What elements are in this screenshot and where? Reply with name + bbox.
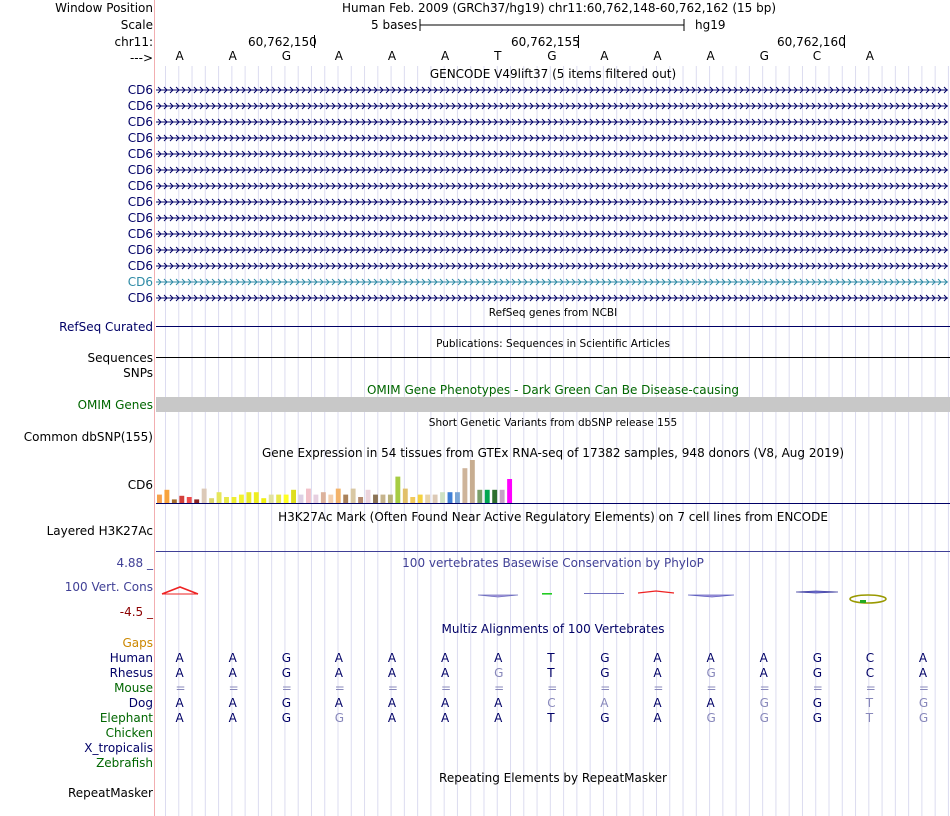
- gtex-tissue-bar[interactable]: [448, 492, 453, 503]
- phylop-label[interactable]: 100 Vert. Cons: [64, 580, 153, 594]
- gtex-tissue-bar[interactable]: [254, 492, 259, 503]
- alignment-base: =: [918, 681, 929, 695]
- species-label[interactable]: Elephant: [99, 711, 153, 725]
- alignment-base: =: [334, 681, 345, 695]
- alignment-base: A: [918, 666, 928, 680]
- gencode-item-label[interactable]: CD6: [127, 227, 153, 241]
- alignment-base: A: [334, 651, 344, 665]
- alignment-base: A: [334, 696, 344, 710]
- alignment-base: A: [600, 696, 609, 710]
- omim-gene-bar[interactable]: [156, 397, 950, 412]
- alignment-base: G: [812, 696, 822, 710]
- phylop-max-label: 4.88 _: [116, 556, 153, 570]
- gtex-tissue-bar[interactable]: [224, 497, 229, 503]
- scale-bar: [418, 17, 688, 33]
- sequence-base: G: [281, 49, 291, 63]
- alignment-base: T: [865, 711, 874, 725]
- alignment-base: A: [228, 666, 237, 680]
- phylop-min-label: -4.5 _: [119, 605, 153, 619]
- gencode-item-label[interactable]: CD6: [127, 179, 153, 193]
- gtex-tissue-bar[interactable]: [403, 489, 408, 503]
- repeatmasker-label[interactable]: RepeatMasker: [67, 786, 153, 800]
- alignment-base: G: [600, 711, 610, 725]
- alignment-base: A: [175, 651, 184, 665]
- gtex-tissue-bar[interactable]: [410, 497, 415, 503]
- alignment-base: =: [865, 681, 876, 695]
- alignment-base: A: [494, 711, 503, 725]
- gencode-item-label[interactable]: CD6: [127, 131, 153, 145]
- alignment-base: =: [281, 681, 292, 695]
- scale-assembly-text: hg19: [695, 18, 726, 32]
- gencode-transcript[interactable]: [156, 197, 950, 207]
- alignment-base: A: [387, 711, 397, 725]
- gtex-tissue-bar[interactable]: [336, 489, 341, 503]
- phylop-graph[interactable]: [156, 584, 950, 606]
- gencode-track-title[interactable]: GENCODE V49lift37 (5 items filtered out): [429, 67, 677, 81]
- species-label[interactable]: Human: [109, 651, 153, 665]
- gtex-tissue-bar[interactable]: [321, 492, 326, 503]
- scale-label: Scale: [120, 18, 153, 32]
- alignment-base: A: [387, 696, 397, 710]
- gtex-tissue-bar[interactable]: [246, 492, 251, 503]
- alignment-base: G: [281, 696, 291, 710]
- alignment-base: =: [547, 681, 558, 695]
- gtex-label[interactable]: CD6: [127, 478, 153, 492]
- scale-bases-text: 5 bases: [371, 18, 418, 32]
- alignment-base: =: [812, 681, 823, 695]
- alignment-base: G: [281, 651, 291, 665]
- gtex-tissue-bar[interactable]: [217, 492, 222, 503]
- refseq-track-title[interactable]: RefSeq genes from NCBI: [488, 307, 618, 319]
- sequence-base: A: [228, 49, 237, 63]
- gtex-tissue-bar[interactable]: [351, 489, 356, 503]
- gtex-tissue-bar[interactable]: [209, 498, 214, 503]
- gtex-tissue-bar[interactable]: [366, 490, 371, 503]
- alignment-base: A: [759, 666, 768, 680]
- species-label[interactable]: Chicken: [105, 726, 153, 740]
- gtex-tissue-bar[interactable]: [388, 495, 393, 503]
- species-label[interactable]: Mouse: [114, 681, 153, 695]
- alignment-base: =: [706, 681, 717, 695]
- alignment-base: A: [918, 651, 928, 665]
- alignment-base: G: [812, 651, 822, 665]
- sequence-base: A: [175, 49, 184, 63]
- alignment-base: =: [441, 681, 452, 695]
- gtex-tissue-bar[interactable]: [313, 495, 318, 503]
- sequences-line[interactable]: [156, 357, 950, 358]
- alignment-base: A: [653, 666, 662, 680]
- alignment-base: =: [653, 681, 664, 695]
- alignment-base: A: [175, 711, 184, 725]
- window-position-text[interactable]: Human Feb. 2009 (GRCh37/hg19) chr11:60,762,148-60,762,162 (15 bp): [342, 1, 777, 15]
- alignment-base: =: [494, 681, 505, 695]
- gencode-item-label[interactable]: CD6: [127, 163, 153, 177]
- alignment-base: A: [653, 651, 662, 665]
- gencode-item-label[interactable]: CD6: [127, 243, 153, 257]
- gtex-tissue-bar[interactable]: [507, 479, 512, 503]
- alignment-base: A: [706, 651, 715, 665]
- gtex-tissue-bar[interactable]: [284, 495, 289, 503]
- omim-label[interactable]: OMIM Genes: [77, 398, 153, 412]
- gtex-tissue-bar[interactable]: [164, 490, 169, 503]
- sequence-base: T: [494, 49, 502, 63]
- species-label[interactable]: Rhesus: [109, 666, 153, 680]
- gencode-item-label[interactable]: CD6: [127, 147, 153, 161]
- alignment-base: A: [441, 711, 450, 725]
- gtex-tissue-bar[interactable]: [455, 492, 460, 503]
- sequence-base: A: [865, 49, 875, 63]
- gtex-tissue-bar[interactable]: [440, 492, 445, 503]
- coord-tick-label: 60,762,150: [248, 35, 317, 49]
- label-divider: [154, 0, 155, 816]
- gtex-tissue-bar[interactable]: [187, 497, 192, 503]
- multiz-track-title[interactable]: Multiz Alignments of 100 Vertebrates: [441, 622, 665, 636]
- gtex-track-title[interactable]: Gene Expression in 54 tissues from GTEx RNA-seq of 17382 samples, 948 donors (V8, Aug 2019): [261, 446, 845, 460]
- alignment-base: G: [918, 696, 929, 710]
- gencode-item-label[interactable]: CD6: [127, 259, 153, 273]
- alignment-base: G: [281, 666, 291, 680]
- alignment-base: A: [653, 711, 662, 725]
- gencode-transcript[interactable]: [156, 181, 950, 191]
- alignment-base: G: [334, 711, 345, 725]
- gencode-transcript[interactable]: [156, 261, 950, 271]
- alignment-base: G: [494, 666, 504, 680]
- alignment-base: G: [706, 666, 716, 680]
- gencode-transcript[interactable]: [156, 293, 950, 303]
- gencode-transcript[interactable]: [156, 213, 950, 223]
- gtex-tissue-bar[interactable]: [373, 495, 378, 503]
- alignment-base: G: [812, 711, 822, 725]
- gtex-tissue-bar[interactable]: [485, 490, 490, 503]
- window-position-label: Window Position: [55, 1, 153, 15]
- h3k27ac-baseline: [156, 551, 950, 552]
- alignment-base: G: [600, 666, 610, 680]
- alignment-base: A: [228, 696, 237, 710]
- alignment-base: C: [865, 651, 875, 665]
- gtex-tissue-bar[interactable]: [328, 495, 333, 503]
- alignment-base: A: [441, 696, 450, 710]
- alignment-base: A: [494, 651, 503, 665]
- alignment-base: A: [441, 666, 450, 680]
- alignment-base: T: [865, 696, 874, 710]
- sequence-base: A: [653, 49, 662, 63]
- gtex-tissue-bar[interactable]: [299, 495, 304, 503]
- refseq-gene-line[interactable]: [156, 326, 950, 327]
- alignment-base: G: [759, 711, 769, 725]
- alignment-base: A: [494, 696, 503, 710]
- alignment-base: A: [759, 651, 768, 665]
- gtex-tissue-bar[interactable]: [239, 495, 244, 503]
- alignment-base: G: [706, 711, 716, 725]
- phylop-track-title[interactable]: 100 vertebrates Basewise Conservation by PhyloP: [402, 556, 704, 570]
- gtex-tissue-bar[interactable]: [202, 489, 207, 503]
- gencode-transcript[interactable]: [156, 85, 950, 95]
- gtex-tissue-bar[interactable]: [261, 498, 266, 503]
- sequence-base: A: [706, 49, 715, 63]
- gencode-transcript[interactable]: [156, 229, 950, 239]
- gtex-tissue-bar[interactable]: [269, 495, 274, 503]
- gencode-item-label[interactable]: CD6: [127, 275, 153, 289]
- gtex-tissue-bar[interactable]: [433, 495, 438, 503]
- h3k27ac-track-title[interactable]: H3K27Ac Mark (Often Found Near Active Regulatory Elements) on 7 cell lines from ENCODE: [278, 510, 828, 524]
- alignment-base: A: [175, 666, 184, 680]
- species-label[interactable]: X_tropicalis: [84, 741, 153, 755]
- alignment-base: C: [865, 666, 875, 680]
- gtex-bar-chart[interactable]: [156, 460, 950, 506]
- gencode-transcript[interactable]: [156, 165, 950, 175]
- gencode-transcript[interactable]: [156, 149, 950, 159]
- alignment-base: T: [547, 651, 555, 665]
- alignment-base: G: [281, 711, 291, 725]
- gencode-item-label[interactable]: CD6: [127, 291, 153, 305]
- sequence-base: A: [600, 49, 609, 63]
- sequence-base: G: [547, 49, 557, 63]
- coord-tick-label: 60,762,155: [511, 35, 580, 49]
- alignment-base: A: [175, 696, 184, 710]
- sequences-label[interactable]: Sequences: [87, 351, 153, 365]
- alignment-base: =: [600, 681, 611, 695]
- gencode-transcript[interactable]: [156, 101, 950, 111]
- alignment-base: A: [334, 666, 344, 680]
- alignment-base: G: [812, 666, 822, 680]
- gtex-tissue-bar[interactable]: [276, 495, 281, 503]
- alignment-base: G: [918, 711, 929, 725]
- gencode-item-label[interactable]: CD6: [127, 115, 153, 129]
- snps-label[interactable]: SNPs: [123, 366, 153, 380]
- alignment-base: =: [759, 681, 770, 695]
- gencode-transcript[interactable]: [156, 133, 950, 143]
- repeatmasker-track-title[interactable]: Repeating Elements by RepeatMasker: [439, 771, 667, 785]
- alignment-base: =: [387, 681, 398, 695]
- alignment-base: A: [441, 651, 450, 665]
- refseq-label[interactable]: RefSeq Curated: [59, 320, 153, 334]
- alignment-base: =: [228, 681, 239, 695]
- gtex-tissue-bar[interactable]: [291, 490, 296, 503]
- sequence-base: A: [334, 49, 344, 63]
- gtex-tissue-bar[interactable]: [425, 495, 430, 503]
- gtex-tissue-bar[interactable]: [358, 497, 363, 503]
- gtex-tissue-bar[interactable]: [179, 496, 184, 503]
- gtex-tissue-bar[interactable]: [381, 495, 386, 503]
- alignment-base: A: [387, 651, 397, 665]
- alignment-base: A: [653, 696, 662, 710]
- alignment-base: T: [547, 711, 555, 725]
- species-label[interactable]: Dog: [128, 696, 153, 710]
- strand-label: --->: [129, 51, 153, 65]
- alignment-base: A: [387, 666, 397, 680]
- sequence-base: G: [759, 49, 769, 63]
- gencode-item-label[interactable]: CD6: [127, 83, 153, 97]
- alignment-base: A: [228, 651, 237, 665]
- gencode-item-label[interactable]: CD6: [127, 99, 153, 113]
- alignment-base: A: [706, 696, 715, 710]
- alignment-base: G: [600, 651, 610, 665]
- dbsnp-track-title[interactable]: Short Genetic Variants from dbSNP release 155: [428, 417, 678, 429]
- sequence-base: C: [812, 49, 822, 63]
- h3k27ac-label[interactable]: Layered H3K27Ac: [46, 524, 153, 538]
- gaps-label[interactable]: Gaps: [122, 636, 153, 650]
- sequence-base: A: [387, 49, 397, 63]
- coord-tick-marks: [0, 33, 950, 49]
- gtex-tissue-bar[interactable]: [157, 495, 162, 503]
- gencode-item-label[interactable]: CD6: [127, 195, 153, 209]
- gtex-tissue-bar[interactable]: [232, 497, 237, 503]
- gtex-tissue-bar[interactable]: [395, 477, 400, 503]
- gtex-tissue-bar[interactable]: [306, 489, 311, 503]
- alignment-base: G: [759, 696, 769, 710]
- gtex-tissue-bar[interactable]: [418, 495, 423, 503]
- species-label[interactable]: Zebrafish: [96, 756, 153, 770]
- coord-tick-label: 60,762,160: [777, 35, 846, 49]
- alignment-base: A: [228, 711, 237, 725]
- gencode-item-label[interactable]: CD6: [127, 211, 153, 225]
- publications-track-title[interactable]: Publications: Sequences in Scientific Articles: [436, 338, 670, 350]
- gtex-tissue-bar[interactable]: [477, 490, 482, 503]
- gtex-tissue-bar[interactable]: [470, 460, 475, 503]
- gtex-tissue-bar[interactable]: [500, 490, 505, 503]
- alignment-base: =: [175, 681, 186, 695]
- chrom-label: chr11:: [114, 35, 153, 49]
- gtex-tissue-bar[interactable]: [462, 468, 467, 503]
- dbsnp-label[interactable]: Common dbSNP(155): [23, 430, 153, 444]
- gencode-transcript[interactable]: [156, 117, 950, 127]
- gtex-tissue-bar[interactable]: [492, 490, 497, 503]
- alignment-base: T: [547, 666, 555, 680]
- gencode-transcript[interactable]: [156, 277, 950, 287]
- gtex-tissue-bar[interactable]: [194, 499, 199, 503]
- gencode-transcript[interactable]: [156, 245, 950, 255]
- sequence-base: A: [441, 49, 450, 63]
- omim-track-title[interactable]: OMIM Gene Phenotypes - Dark Green Can Be Disease-causing: [366, 383, 740, 397]
- gtex-tissue-bar[interactable]: [172, 499, 177, 503]
- gtex-tissue-bar[interactable]: [343, 495, 348, 503]
- alignment-base: C: [547, 696, 556, 710]
